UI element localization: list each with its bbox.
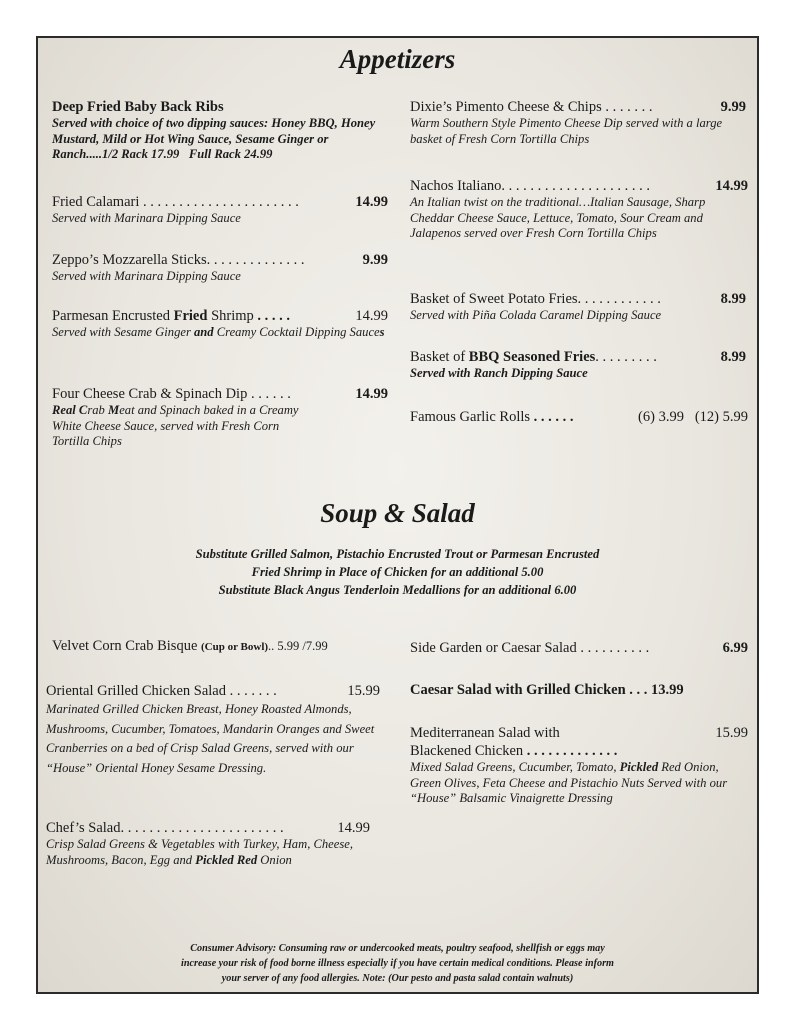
leader-dots: . . . . . . (530, 409, 574, 425)
item-name: Basket of Sweet Potato Fries (410, 291, 578, 307)
desc-bold-1: Real C (52, 403, 88, 417)
item-name-pre: Parmesan Encrusted (52, 308, 174, 324)
substitutions (38, 545, 757, 599)
desc-pre: Mixed Salad Greens, Cucumber, Tomato, (410, 760, 620, 774)
item-garlic-rolls (410, 408, 748, 426)
item-bisque (52, 637, 397, 656)
leader-dots: . . . . . . (247, 386, 291, 402)
item-name: Four Cheese Crab & Spinach Dip (52, 386, 248, 402)
item-price: 9.99 (720, 99, 746, 115)
item-name: Oriental Grilled Chicken Salad (46, 683, 226, 699)
item-side-salad (410, 639, 748, 657)
leader-dots: . . . . . . . . . . (576, 640, 650, 656)
item-name-line-2: Blackened Chicken (410, 743, 524, 759)
item-name: Velvet Corn Crab Bisque (52, 638, 202, 654)
desc-pre: Served with Sesame Ginger (52, 325, 194, 339)
desc-text-1: rab (87, 403, 108, 417)
desc-bold-2: M (108, 403, 120, 417)
substitution-line: Substitute Grilled Salmon, Pistachio Encrusted Trout or Parmesan Encrusted (195, 547, 600, 561)
item-shrimp (52, 307, 388, 341)
item-price: 15.99 (715, 725, 748, 741)
menu-page (36, 36, 759, 994)
item-mediterranean-salad (410, 724, 748, 807)
leader-dots: . . . . . . . (226, 683, 277, 699)
item-desc: Warm Southern Style Pimento Cheese Dip served with a large basket of Fresh Corn Tortilla Chips (410, 116, 723, 146)
item-name-line-1: Mediterranean Salad with (410, 725, 560, 741)
item-name-post: Shrimp (207, 308, 254, 324)
item-price: 14.99 (355, 194, 388, 210)
leader-dots: . . . . . . . (601, 99, 653, 115)
desc-text-2: eat and Spinach baked in a Creamy White Cheese Sauce, served with Fresh Corn Tortilla Chips (52, 403, 299, 448)
item-desc: Served with Ranch Dipping Sauce (410, 366, 588, 380)
desc-mid: Creamy Cocktail Dipping Sauce (213, 325, 380, 339)
leader-dots: . . . . . . . . . . . . . . . . . . . . . . . (120, 820, 284, 836)
item-price: . . . 13.99 (625, 682, 684, 698)
consumer-advisory (38, 941, 757, 986)
item-desc: Served with Piña Colada Caramel Dipping Sauce (410, 308, 662, 322)
item-sweet-fries (410, 290, 746, 324)
item-price: 14.99 (355, 308, 388, 324)
item-crab-dip (52, 385, 388, 450)
item-calamari (52, 193, 388, 227)
leader-dots: . . . . . . . . . . . . . . (206, 252, 305, 268)
item-price: (6) 3.99 (12) 5.99 (638, 409, 748, 425)
item-price: 8.99 (720, 291, 746, 307)
item-desc: Served with choice of two dipping sauces: Honey BBQ, Honey Mustard, Mild or Hot Wing Sauce, Sesame Ginger or Ranch.....1/2 Rack 17.99 (52, 116, 376, 161)
substitution-line: Substitute Black Angus Tenderloin Medallions for an additional 6.00 (218, 583, 577, 597)
item-desc: Marinated Grilled Chicken Breast, Honey Roasted Almonds, Mushrooms, Cucumber, Tomatoes, Mandarin Oranges and Sweet Cranberries on a bed of Crisp Salad Greens, served with our “House” Oriental Honey Sesame Dressing. (46, 702, 375, 775)
item-name-pre: Basket of (410, 349, 469, 365)
substitution-line: Fried Shrimp in Place of Chicken for an additional 5.00 (251, 565, 544, 579)
item-desc: Served with Marinara Dipping Sauce (52, 211, 241, 225)
item-price: .. 5.99 /7.99 (268, 639, 328, 653)
item-price: 14.99 (337, 820, 370, 836)
item-name: Famous Garlic Rolls (410, 409, 531, 425)
item-price: 14.99 (355, 386, 388, 402)
item-name-bold: Fried (173, 308, 208, 324)
leader-dots: . . . . . . . . . (595, 349, 657, 365)
desc-post: Red Onion, Green Olives, Feta Cheese and Pistachio Nuts Served with our “House” Balsamic Vinaigrette Dressing (410, 760, 728, 805)
item-price: 6.99 (722, 640, 748, 656)
item-price: 15.99 (347, 683, 380, 699)
item-name: Side Garden or Caesar Salad (410, 640, 577, 656)
desc-pre: Crisp Salad Greens & Vegetables with Turkey, Ham, Cheese, Mushrooms, Bacon, Egg and (46, 837, 354, 867)
item-oriental-salad (46, 682, 388, 778)
item-name: Nachos Italiano (410, 178, 502, 194)
item-bbq-fries (410, 348, 746, 382)
item-name-bold: BBQ Seasoned Fries (468, 349, 596, 365)
appetizers-heading: Appetizers (339, 44, 456, 74)
full-rack-price: Full Rack 24.99 (188, 147, 273, 161)
advisory-line: Consumer Advisory: Consuming raw or undercooked meats, poultry seafood, shellfish or eggs may (190, 943, 605, 954)
advisory-line: your server of any food allergies. Note: (Our pesto and pasta salad contain walnuts) (221, 973, 574, 984)
desc-end: s (379, 325, 385, 339)
desc-bold: Pickled Red (195, 852, 258, 867)
item-ribs (52, 98, 392, 163)
item-size-note: (Cup or Bowl) (201, 641, 269, 653)
item-mozzarella (52, 251, 388, 285)
soup-salad-heading: Soup & Salad (320, 498, 475, 528)
item-name: Fried Calamari (52, 194, 140, 210)
item-name: Deep Fried Baby Back Ribs (52, 99, 224, 115)
item-nachos (410, 177, 748, 242)
leader-dots: . . . . . . . . . . . . . . . . . . . . . (501, 178, 651, 194)
item-price: 14.99 (715, 178, 748, 194)
item-pimento (410, 98, 746, 147)
item-caesar-chicken (410, 681, 748, 699)
item-desc: Served with Marinara Dipping Sauce (52, 269, 241, 283)
item-price: 9.99 (362, 252, 388, 268)
item-chefs-salad (46, 819, 396, 868)
item-name: Zeppo’s Mozzarella Sticks (52, 252, 207, 268)
leader-dots: . . . . . . . . . . . . (577, 291, 661, 307)
item-price: 8.99 (720, 349, 746, 365)
advisory-line: increase your risk of food borne illness especially if you have certain medical conditions. Please inform (181, 958, 614, 969)
desc-bold: Pickled (619, 760, 659, 774)
item-name: Dixie’s Pimento Cheese & Chips (410, 99, 602, 115)
item-desc: An Italian twist on the traditional…Italian Sausage, Sharp Cheddar Cheese Sauce, Lettuce, Tomato, Sour Cream and Jalapenos served over Fresh Corn Tortilla Chips (410, 195, 706, 240)
item-name: Caesar Salad with Grilled Chicken (410, 682, 626, 698)
desc-bold: and (194, 325, 214, 339)
leader-dots: . . . . . . . . . . . . . (523, 743, 618, 759)
item-name: Chef’s Salad (46, 820, 121, 836)
leader-dots: . . . . . (253, 308, 291, 324)
leader-dots: . . . . . . . . . . . . . . . . . . . . . . (139, 194, 299, 210)
desc-post: Onion (257, 852, 292, 867)
